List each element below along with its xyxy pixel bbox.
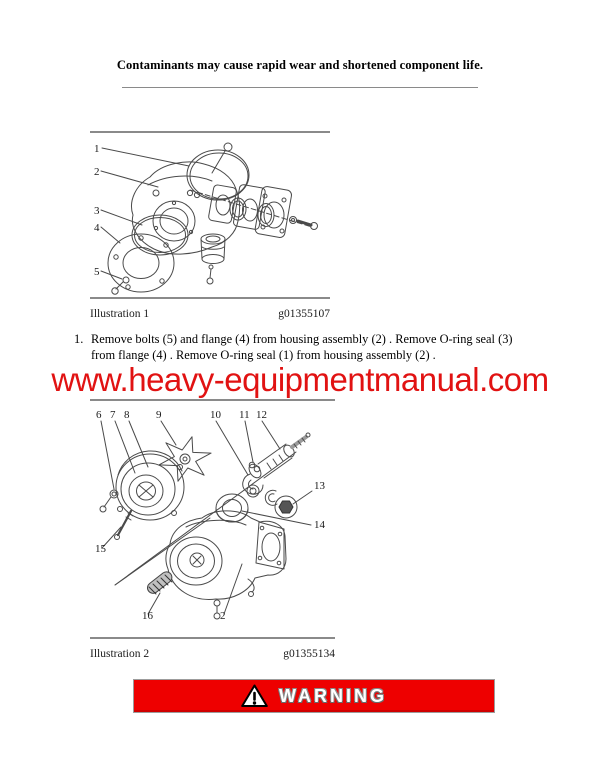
warning-triangle-icon bbox=[241, 684, 268, 708]
callout-5: 5 bbox=[94, 266, 100, 278]
housing-exploded-diagram bbox=[90, 133, 330, 297]
plate-stack-drawing bbox=[187, 184, 317, 238]
flange-drawing bbox=[108, 234, 174, 292]
housing-2-drawing bbox=[166, 511, 286, 619]
illustration-caption: Illustration 1 bbox=[90, 308, 150, 320]
illustration-code: g01355107 bbox=[278, 308, 330, 320]
illustration-2-figure bbox=[90, 399, 335, 660]
spring-drawing bbox=[145, 570, 174, 596]
section-divider bbox=[122, 87, 478, 88]
pump-internals-exploded-diagram bbox=[90, 401, 335, 637]
housing-assembly-drawing bbox=[132, 162, 240, 254]
callout-9: 9 bbox=[156, 409, 162, 421]
plug-13-drawing bbox=[275, 496, 297, 518]
callout-2: 2 bbox=[94, 166, 100, 178]
callout-16: 16 bbox=[142, 610, 153, 622]
callout-15: 15 bbox=[95, 543, 106, 555]
shaft-drawing bbox=[247, 433, 310, 480]
seal-assembly-drawing bbox=[116, 451, 184, 520]
illustration-caption: Illustration 2 bbox=[90, 648, 150, 660]
callout-13: 13 bbox=[314, 480, 325, 492]
warning-label: WARNING bbox=[279, 685, 387, 706]
illustration-code: g01355134 bbox=[283, 648, 335, 660]
callout-1: 1 bbox=[94, 143, 100, 155]
step-text: Remove bolts (5) and flange (4) from housing assembly (2) . Remove O-ring seal (3) from flange (4) . Remove O-ring seal (1) from housing assembly (2) . bbox=[91, 332, 513, 362]
seal-carrier-drawing bbox=[201, 234, 225, 284]
impeller-drawing bbox=[159, 437, 211, 481]
ring-14-drawing bbox=[216, 494, 248, 522]
bolt-15-drawing bbox=[115, 511, 134, 540]
figure-bottom-rule bbox=[90, 297, 330, 299]
callout-14: 14 bbox=[314, 519, 325, 531]
illustration-1-figure bbox=[90, 131, 330, 320]
watermark: www.heavy-equipmentmanual.com bbox=[51, 361, 549, 398]
step-number: 1. bbox=[74, 332, 84, 346]
contaminant-notice: Contaminants may cause rapid wear and shortened component life. bbox=[116, 58, 484, 72]
figure-bottom-rule bbox=[90, 637, 335, 639]
callout-4: 4 bbox=[94, 222, 100, 234]
callout-8: 8 bbox=[124, 409, 130, 421]
callout-6: 6 bbox=[96, 409, 102, 421]
callout-7: 7 bbox=[110, 409, 116, 421]
callout-3: 3 bbox=[94, 205, 100, 217]
bolt-6-drawing bbox=[100, 490, 118, 512]
callout-10: 10 bbox=[210, 409, 221, 421]
callout-12: 12 bbox=[256, 409, 267, 421]
warning-banner bbox=[133, 679, 495, 713]
callout-2b: 2 bbox=[220, 610, 226, 622]
callout-11: 11 bbox=[239, 409, 250, 421]
